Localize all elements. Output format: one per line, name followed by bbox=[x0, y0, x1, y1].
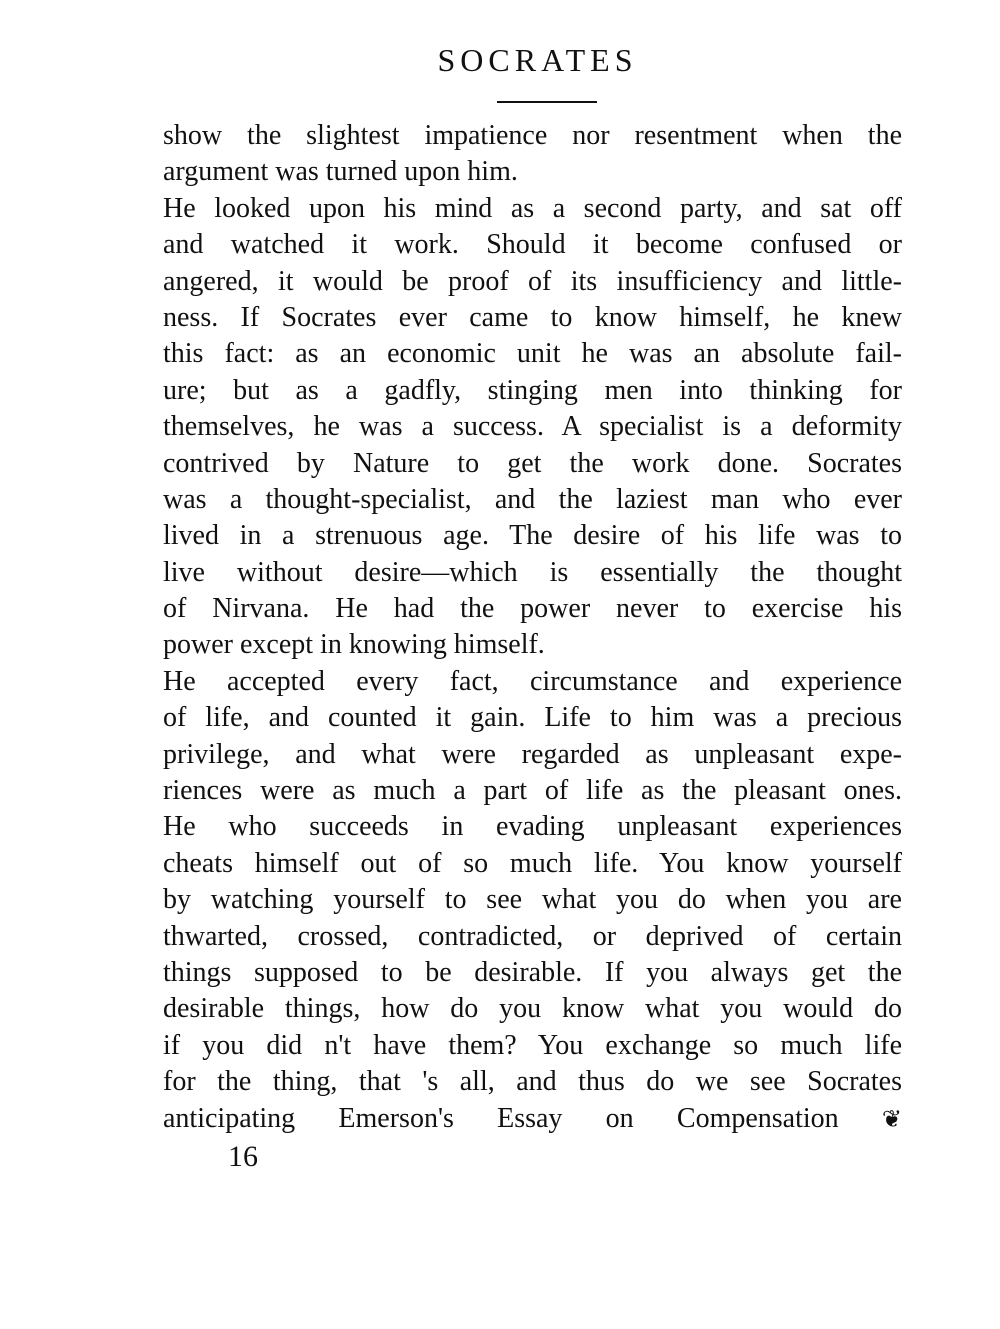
line-text: by watching yourself to see what you do when you are bbox=[163, 884, 902, 916]
line-text: privilege, and what were regarded as unpleasant expe- bbox=[163, 738, 902, 770]
text-line bbox=[163, 227, 902, 263]
line-text: He accepted every fact, circumstance and experience bbox=[163, 665, 902, 697]
running-head: SOCRATES bbox=[437, 42, 638, 78]
line-text: lived in a strenuous age. The desire of his life was to bbox=[163, 520, 902, 552]
fleuron-ornament-icon: ❦ bbox=[881, 1104, 902, 1133]
text-line bbox=[163, 627, 902, 663]
text-line bbox=[163, 809, 902, 845]
line-text: power except in knowing himself. bbox=[163, 629, 545, 661]
text-line bbox=[163, 118, 902, 154]
line-text: this fact: as an economic unit he was an absolute fail- bbox=[163, 338, 902, 370]
line-text: He who succeeds in evading unpleasant experiences bbox=[163, 811, 902, 843]
text-line bbox=[163, 591, 902, 627]
line-text: of life, and counted it gain. Life to him was a precious bbox=[163, 702, 902, 734]
line-text: cheats himself out of so much life. You know yourself bbox=[163, 847, 902, 879]
text-line bbox=[163, 264, 902, 300]
text-line bbox=[163, 154, 902, 190]
line-text: was a thought-specialist, and the laziest man who ever bbox=[163, 483, 902, 515]
line-text: of Nirvana. He had the power never to exercise his bbox=[163, 593, 902, 625]
text-line bbox=[163, 773, 902, 809]
text-line bbox=[163, 555, 902, 591]
line-text: show the slightest impatience nor resentment when the bbox=[163, 120, 902, 151]
text-line bbox=[163, 1064, 902, 1100]
text-line bbox=[163, 409, 902, 445]
line-text: desirable things, how do you know what you would do bbox=[163, 993, 902, 1025]
text-line bbox=[163, 191, 902, 227]
text-line bbox=[163, 300, 902, 336]
text-line bbox=[163, 991, 902, 1027]
line-text: things supposed to be desirable. If you always get the bbox=[163, 956, 902, 988]
line-text: riences were as much a part of life as the pleasant ones. bbox=[163, 775, 902, 807]
line-text: anticipating Emerson's Essay on Compensation bbox=[163, 1102, 839, 1134]
text-line bbox=[163, 700, 902, 736]
text-line bbox=[163, 919, 902, 955]
text-line bbox=[163, 446, 902, 482]
text-line bbox=[163, 1101, 902, 1137]
line-text: ness. If Socrates ever came to know himself, he knew bbox=[163, 301, 902, 333]
line-text: themselves, he was a success. A specialist is a deformity bbox=[163, 411, 902, 443]
header-rule bbox=[497, 101, 597, 103]
text-line bbox=[163, 1028, 902, 1064]
line-text: He looked upon his mind as a second party, and sat off bbox=[163, 192, 902, 224]
line-text: argument was turned upon him. bbox=[163, 156, 518, 188]
line-text: thwarted, crossed, contradicted, or deprived of certain bbox=[163, 920, 902, 952]
text-line bbox=[163, 882, 902, 918]
line-text: and watched it work. Should it become confused or bbox=[163, 229, 902, 261]
text-line bbox=[163, 336, 902, 372]
line-text: live without desire—which is essentially the thought bbox=[163, 556, 902, 588]
line-text: angered, it would be proof of its insufficiency and little- bbox=[163, 265, 902, 297]
text-line bbox=[163, 737, 902, 773]
text-line bbox=[163, 518, 902, 554]
page-number: 16 bbox=[228, 1140, 258, 1173]
text-line bbox=[163, 373, 902, 409]
text-line bbox=[163, 846, 902, 882]
body-text bbox=[163, 118, 902, 1137]
line-text: contrived by Nature to get the work done. Socrates bbox=[163, 447, 902, 479]
line-text: if you did n't have them? You exchange so much life bbox=[163, 1029, 902, 1061]
text-line bbox=[163, 955, 902, 991]
line-text: for the thing, that 's all, and thus do we see Socrates bbox=[163, 1066, 902, 1098]
text-line bbox=[163, 664, 902, 700]
line-text: ure; but as a gadfly, stinging men into thinking for bbox=[163, 374, 902, 406]
text-line bbox=[163, 482, 902, 518]
